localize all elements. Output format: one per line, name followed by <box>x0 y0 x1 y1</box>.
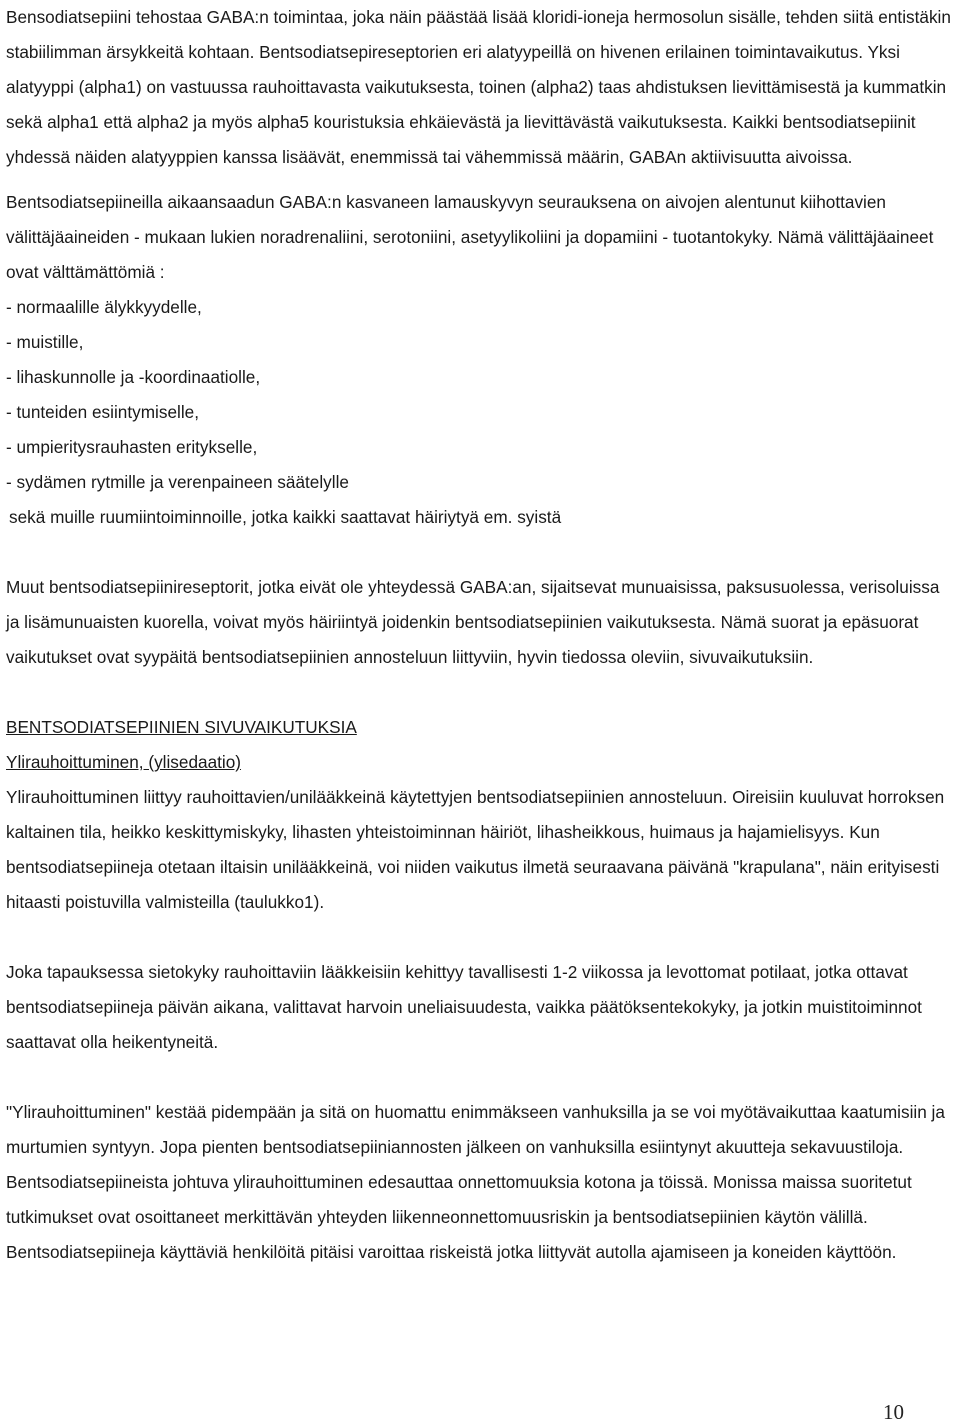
paragraph-sedation: Ylirauhoittuminen liittyy rauhoittavien/unilääkkeinä käytettyjen bentsodiatsepiinien annosteluun. Oireisiin kuuluvat horroksen kaltainen tila, heikko keskittymiskyky, lihasten yhteistoiminnan häiriöt, lihasheikkous, huimaus ja hajamielisyys. Kun bentsodiatsepiineja otetaan iltaisin unilääkkeinä, voi niiden vaikutus ilmetä seuraavana päivänä "krapulana", näin erityisesti hitaasti poistuvilla valmisteilla (taulukko1). <box>6 787 945 912</box>
paragraph-elderly-risks: "Ylirauhoittuminen" kestää pidempään ja sitä on huomattu enimmäkseen vanhuksilla ja se voi myötävaikuttaa kaatumisiin ja murtumien syntyyn. Jopa pienten bentsodiatsepiiniannosten jälkeen on vanhuksilla esiintynyt akuutteja sekavuustiloja. Bentsodiatsepiineista johtuva ylirauhoittuminen edesauttaa onnettomuuksia kotona ja töissä. Monissa maissa suoritetut tutkimukset ovat osoittaneet merkittävän yhteyden liikenneonnettomuusriskin ja bentsodiatsepiinien käytön välillä. Bentsodiatsepiineja käyttäviä henkilöitä pitäisi varoittaa riskeistä jotka liittyvät autolla ajamiseen ja koneiden käyttöön. <box>6 1102 945 1262</box>
list-item: - normaalille älykkyydelle, <box>6 297 202 317</box>
neurotransmitter-function-list <box>6 290 956 500</box>
list-item: - tunteiden esiintymiselle, <box>6 402 199 422</box>
paragraph-gaba-mechanism: Bensodiatsepiini tehostaa GABA:n toimintaa, joka näin päästää lisää kloridi-ioneja hermosolun sisälle, tehden siitä entistäkin stabiilimman ärsykkeitä kohtaan. Bentsodiatsepireseptorien eri alatyypeillä on hivenen erilainen toimintavaikutus. Yksi alatyyppi (alpha1) on vastuussa rauhoittavasta vaikutuksesta, toinen (alpha2) taas ahdistuksen lievittämisestä ja kummatkin sekä alpha1 että alpha2 ja myös alpha5 kouristuksia ehkäievästä ja lievittävästä vaikutuksesta. Kaikki bentsodiatsepiinit yhdessä näiden alatyyppien kanssa lisäävät, enemmissä tai vähemmissä määrin, GABAn aktiivisuutta aivoissa. <box>6 7 951 167</box>
paragraph-list-conclusion: sekä muille ruumiintoiminnoille, jotka kaikki saattavat häiriytyä em. syistä <box>9 507 562 527</box>
section-heading: BENTSODIATSEPIINIEN SIVUVAIKUTUKSIA <box>6 717 357 737</box>
spacer <box>6 175 956 185</box>
list-item: - lihaskunnolle ja -koordinaatiolle, <box>6 367 261 387</box>
paragraph-neurotransmitters-intro: Bentsodiatsepiineilla aikaansaadun GABA:n kasvaneen lamauskyvyn seurauksena on aivojen alentunut kiihottavien välittäjäaineiden - mukaan lukien noradrenaliini, serotoniini, asetyylikoliini ja dopamiini - tuotantokyky. Nämä välittäjäaineet ovat välttämättömiä : <box>6 192 934 282</box>
section-subheading: Ylirauhoittuminen, (ylisedaatio) <box>6 752 242 772</box>
document-page <box>6 0 956 1270</box>
list-item: - sydämen rytmille ja verenpaineen säätelylle <box>6 472 349 492</box>
spacer <box>6 920 956 955</box>
list-item: - muistille, <box>6 332 84 352</box>
page-number: 10 <box>883 1400 904 1424</box>
spacer <box>6 535 956 570</box>
list-item: - umpieritysrauhasten eritykselle, <box>6 437 258 457</box>
paragraph-other-receptors: Muut bentsodiatsepiinireseptorit, jotka eivät ole yhteydessä GABA:an, sijaitsevat munuaisissa, paksusuolessa, verisoluissa ja lisämunuaisten kuorella, voivat myös häiriintyä joidenkin bentsodiatsepiinien vaikutuksesta. Nämä suorat ja epäsuorat vaikutukset ovat syypäitä bentsodiatsepiinien annosteluun liittyviin, hyvin tiedossa oleviin, sivuvaikutuksiin. <box>6 577 940 667</box>
spacer <box>6 675 956 710</box>
spacer <box>6 1060 956 1095</box>
paragraph-tolerance: Joka tapauksessa sietokyky rauhoittaviin lääkkeisiin kehittyy tavallisesti 1-2 viikossa ja levottomat potilaat, jotka ottavat bentsodiatsepiineja päivän aikana, valittavat harvoin uneliaisuudesta, vaikka päätöksentekokyky, ja jotkin muistitoiminnot saattavat olla heikentyneitä. <box>6 962 922 1052</box>
